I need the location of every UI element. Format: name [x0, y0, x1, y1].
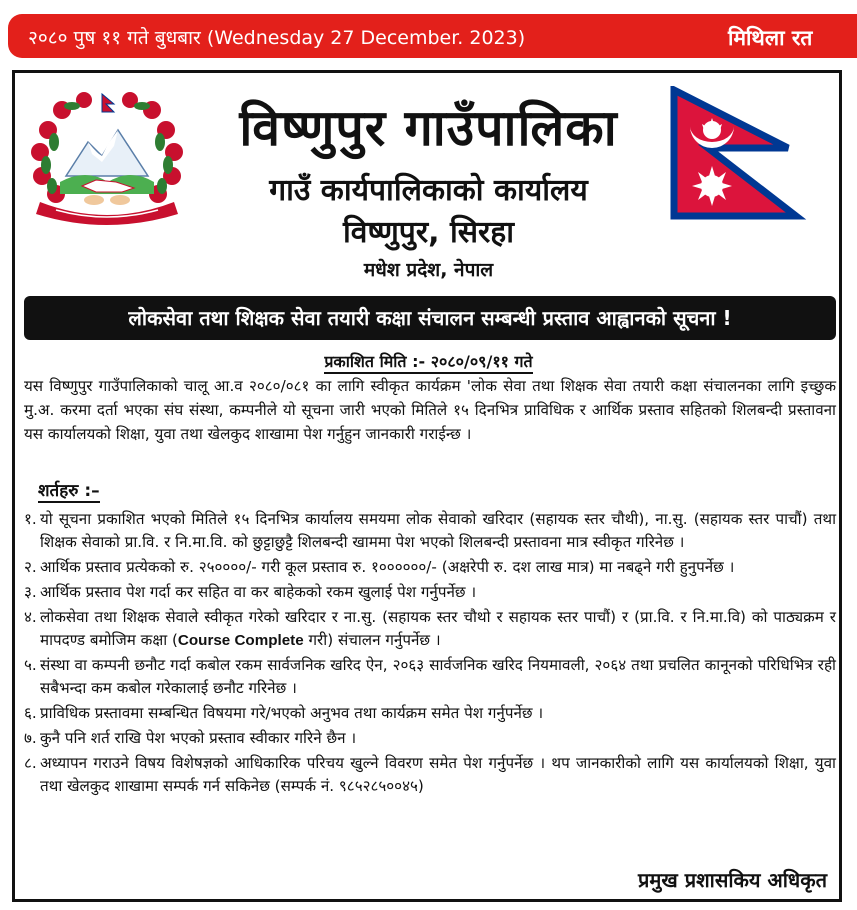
notice-title-banner: लोकसेवा तथा शिक्षक सेवा तयारी कक्षा संचालन सम्बन्धी प्रस्ताव आह्वानको सूचना ! — [24, 296, 836, 340]
term-text-pre: लोकसेवा तथा शिक्षक सेवाले स्वीकृत गरेको खरिदार र ना.सु. (सहायक स्तर चौथो र सहायक स्तर पाचौं) र (प्रा.वि. र नि.मा.वि) को पाठ्यक्रम र मापदण्ड बमोजिम कक्षा ( — [40, 608, 836, 649]
term-number: १. — [24, 510, 37, 528]
term-item — [24, 556, 836, 579]
office-name: गाउँ कार्यपालिकाको कार्यालय — [269, 173, 588, 208]
term-text: प्राविधिक प्रस्तावमा सम्बन्धित विषयमा गरे/भएको अनुभव तथा कार्यक्रम समेत पेश गर्नुपर्नेछ । — [40, 704, 544, 722]
term-number: ३. — [24, 583, 37, 601]
published-date — [0, 350, 857, 372]
term-text: यो सूचना प्रकाशित भएको मितिले १५ दिनभित्र कार्यालय समयमा लोक सेवाको खरिदार (सहायक स्तर चौथी), ना.सु. (सहायक स्तर पाचौं) तथा शिक्षक सेवाको प्रा.वि. र नि.मा.वि. को छुट्टाछुट्टै शिलबन्दी खाममा पेश भएको शिलबन्दी प्रस्तावना मात्र स्वीकृत गरिनेछ । — [40, 510, 836, 551]
newspaper-date-band — [0, 0, 857, 62]
term-number: ४. — [24, 608, 37, 626]
term-item — [24, 752, 836, 798]
term-text: आर्थिक प्रस्ताव पेश गर्दा कर सहित वा कर बाहेकको रकम खुलाई पेश गर्नुपर्नेछ । — [40, 583, 477, 601]
terms-heading-text: शर्तहरु :– — [38, 481, 100, 501]
province-country: मधेश प्रदेश, नेपाल — [363, 259, 494, 281]
term-text-english: Course Complete — [177, 632, 304, 649]
term-number: ५. — [24, 656, 37, 674]
term-item — [24, 581, 836, 604]
term-item — [24, 702, 836, 725]
intro-paragraph: यस विष्णुपुर गाउँपालिकाको चालू आ.व २०८०/०८१ का लागि स्वीकृत कार्यक्रम 'लोक सेवा तथा शिक्षक सेवा तयारी कक्षा संचालनका लागि इच्छुक मु.अ. करमा दर्ता भएका संघ संस्था, कम्पनीले यो सूचना जारी भएको मितिले १५ दिनभित्र प्राविधिक र आर्थिक प्रस्ताव सहितको शिलबन्दी प्रस्तावना यस कार्यालयको शिक्षा, युवा तथा खेलकुद शाखामा पेश गर्नुहुन जानकारी गराईन्छ । — [24, 377, 836, 443]
term-item — [24, 727, 836, 750]
term-text-post: गरी) संचालन गर्नुपर्नेछ । — [303, 631, 441, 649]
signature-line: प्रमुख प्रशासकिय अधिकृत — [638, 868, 827, 892]
newspaper-name: मिथिला रत — [728, 26, 813, 50]
term-number: ६. — [24, 704, 37, 722]
term-number: ८. — [24, 754, 37, 772]
term-text: अध्यापन गराउने विषय विशेषज्ञको आधिकारिक परिचय खुल्ने विवरण समेत पेश गर्नुपर्नेछ । थप जानकारीको लागि यस कार्यालयको शिक्षा, युवा तथा खेलकुद शाखामा सम्पर्क गर्न सकिनेछ (सम्पर्क नं. ९८५२८५००४५) — [40, 754, 836, 795]
office-location: विष्णुपुर, सिरहा — [343, 215, 514, 250]
term-number: ७. — [24, 729, 37, 747]
municipality-name: विष्णुपुर गाउँपालिका — [239, 99, 618, 157]
term-text: संस्था वा कम्पनी छनौट गर्दा कबोल रकम सार्वजनिक खरिद ऐन, २०६३ सार्वजनिक खरिद नियमावली, २०६४ तथा प्रचलित कानूनको परिधिभित्र रही सबैभन्दा कम कबोल गरेकालाई छनौट गरिनेछ । — [40, 656, 836, 697]
term-number: २. — [24, 558, 37, 576]
term-item — [24, 508, 836, 554]
terms-heading — [38, 478, 100, 501]
term-text: कुनै पनि शर्त राखि पेश भएको प्रस्ताव स्वीकार गरिने छैन । — [40, 729, 357, 747]
date-line: २०८० पुष ११ गते बुधबार (Wednesday 27 December. 2023) — [28, 27, 526, 49]
term-text: आर्थिक प्रस्ताव प्रत्येकको रु. २५००००/- गरी कूल प्रस्ताव रु. १००००००/- (अक्षरेपी रु. दश लाख मात्र) मा नबढ्ने गरी हुनुपर्नेछ । — [40, 558, 735, 576]
term-item — [24, 654, 836, 700]
published-date-text: प्रकाशित मिति :- २०८०/०९/११ गते — [324, 352, 532, 374]
terms-list — [24, 508, 836, 800]
term-item — [24, 606, 836, 652]
